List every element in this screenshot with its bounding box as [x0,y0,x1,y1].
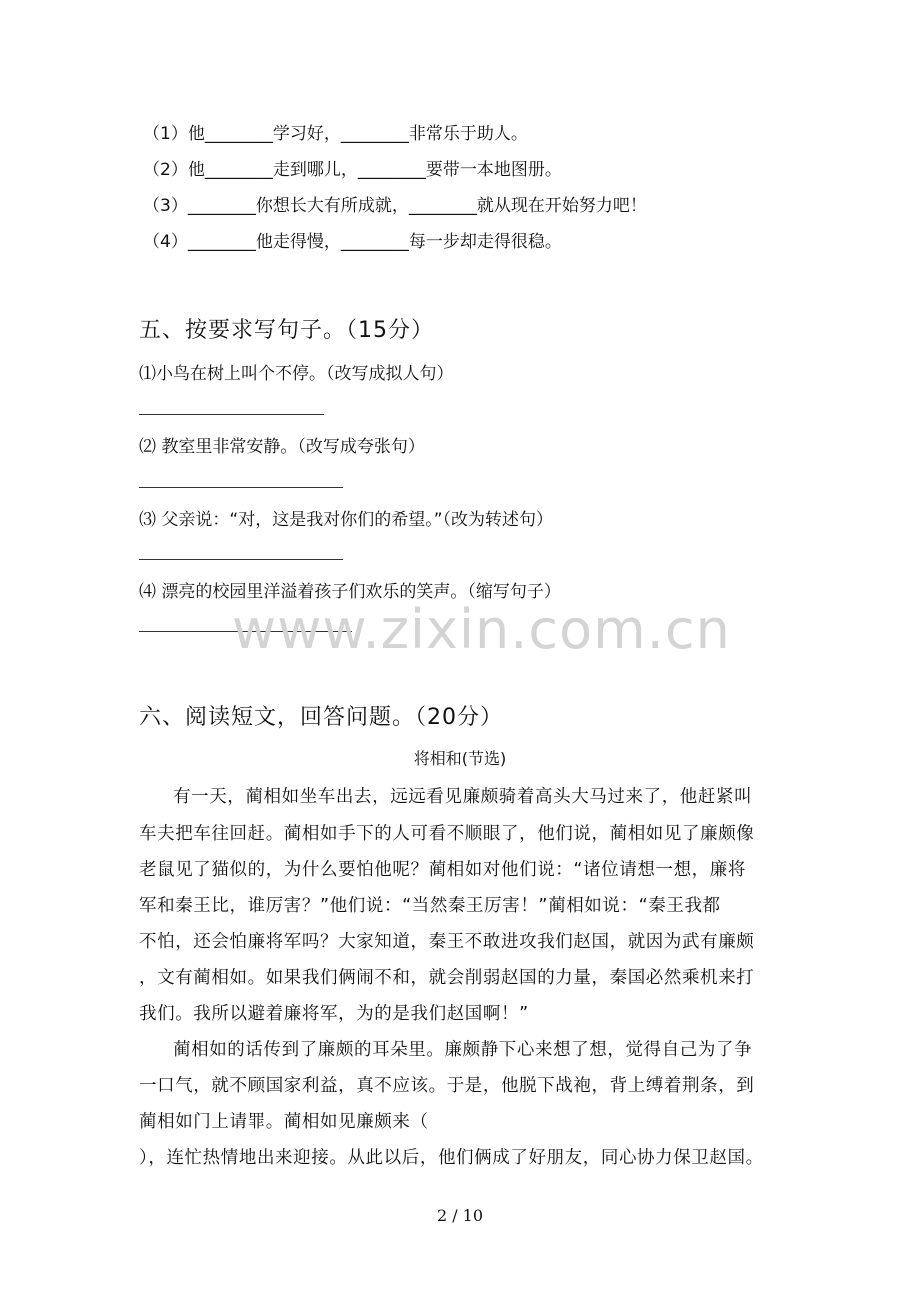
passage-line-7: 我们。我所以避着廉将军，为的是我们赵国啊！” [139,1004,529,1024]
section5-question-4: ⑷ 漂亮的校园里洋溢着孩子们欢乐的笑声。（缩写句子） [139,582,561,602]
section5-question-2: ⑵ 教室里非常安静。（改写成夸张句） [139,437,425,457]
fill-blank-item-3: （3）________你想长大有所成就，________就从现在开始努力吧！ [143,196,647,216]
fill-blank-item-1: （1）他________学习好，________非常乐于助人。 [143,124,528,144]
passage-line-11: ），连忙热情地出来迎接。从此以后，他们俩成了好朋友，同心协力保卫赵国。 [139,1148,764,1168]
watermark-text: www.zixin.com.cn [232,598,731,661]
answer-line-2[interactable] [139,487,343,488]
answer-line-3[interactable] [139,559,343,560]
fill-blank-item-4: （4）________他走得慢，________每一步却走得很稳。 [143,232,562,252]
section6-heading: 六、阅读短文，回答问题。（20分） [139,705,503,730]
passage-line-6: ，文有蔺相如。如果我们俩闹不和，就会削弱赵国的力量，秦国必然乘机来打 [139,968,755,988]
passage-line-10: 蔺相如门上请罪。蔺相如见廉颇来（ [139,1112,429,1132]
passage-line-9: 一口气，就不顾国家利益，真不应该。于是，他脱下战袍，背上缚着荆条，到 [139,1076,755,1096]
passage-line-4: 军和秦王比，谁厉害？”他们说：“当然秦王厉害！”蔺相如说：“秦王我都 [139,896,721,916]
section5-heading: 五、按要求写句子。（15分） [139,318,434,343]
passage-line-5: 不怕，还会怕廉将军吗？大家知道，秦王不敢进攻我们赵国，就因为武有廉颇 [139,932,755,952]
fill-blank-item-2: （2）他________走到哪儿，________要带一本地图册。 [143,160,562,180]
page-number: 2 / 10 [436,1206,484,1225]
answer-line-1[interactable] [139,414,324,415]
passage-title: 将相和(节选) [413,749,507,768]
passage-line-3: 老鼠见了猫似的，为什么要怕他呢？蔺相如对他们说：“诸位请想一想，廉将 [139,860,746,880]
passage-line-8: 蔺相如的话传到了廉颇的耳朵里。廉颇静下心来想了想，觉得自己为了争 [173,1040,753,1060]
passage-line-2: 车夫把车往回赶。蔺相如手下的人可看不顺眼了，他们说，蔺相如见了廉颇像 [139,824,755,844]
section5-question-1: ⑴小鸟在树上叫个不停。（改写成拟人句） [139,364,454,384]
passage-line-1: 有一天，蔺相如坐车出去，远远看见廉颇骑着高头大马过来了，他赶紧叫 [173,787,753,807]
section5-question-3: ⑶ 父亲说：“对，这是我对你们的希望。”（改为转述句） [139,510,554,530]
